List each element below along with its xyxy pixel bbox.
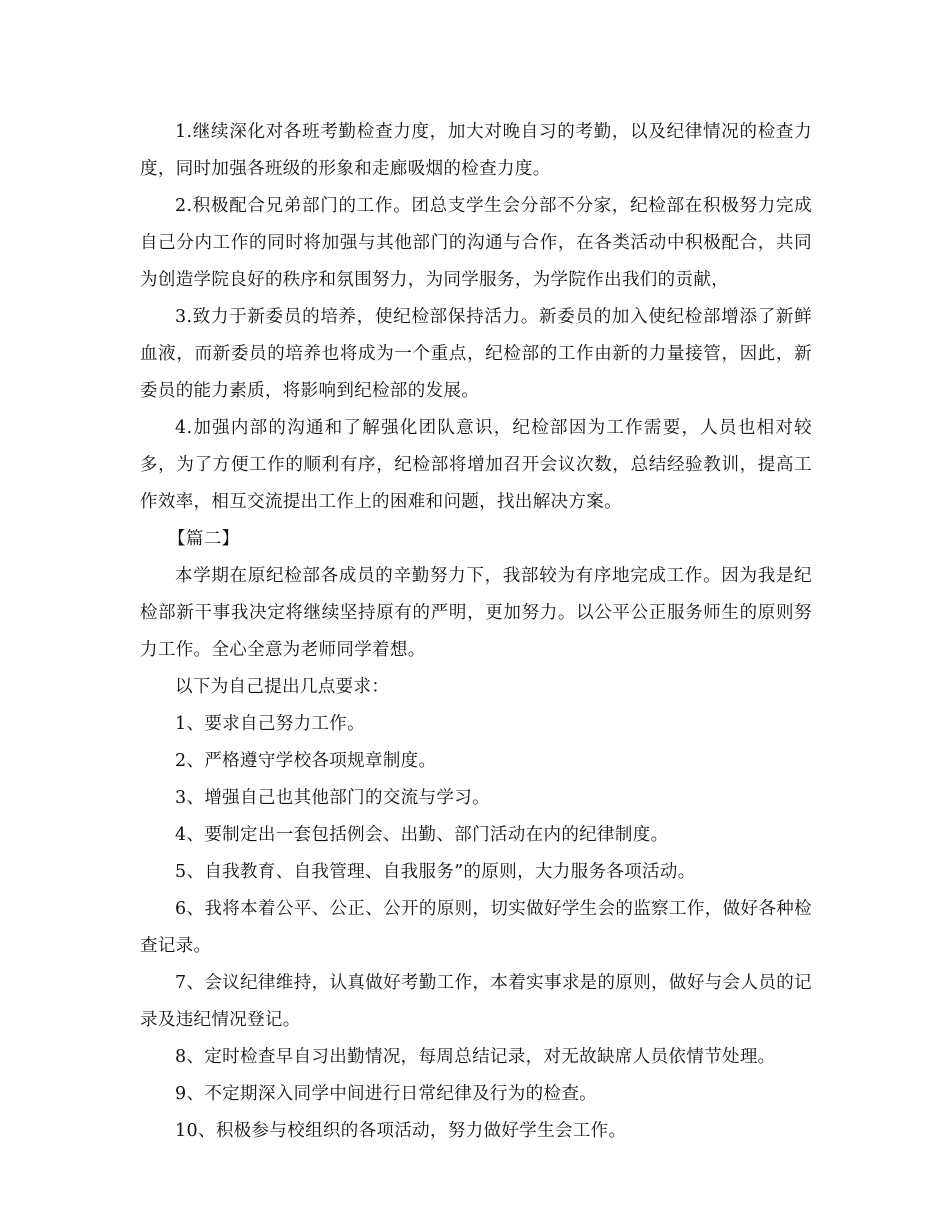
requirement-item: 7、会议纪律维持，认真做好考勤工作，本着实事求是的原则，做好与会人员的记录及违纪情况登记。 bbox=[140, 973, 812, 1030]
section-heading: 【篇二】 bbox=[168, 529, 240, 549]
requirement-item: 5、自我教育、自我管理、自我服务”的原则，大力服务各项活动。 bbox=[175, 862, 696, 882]
plan-item: 1.继续深化对各班考勤检查力度，加大对晚自习的考勤，以及纪律情况的检查力度，同时加强各班级的形象和走廊吸烟的检查力度。 bbox=[140, 122, 812, 179]
plan-item: 3.致力于新委员的培养，使纪检部保持活力。新委员的加入使纪检部增添了新鲜血液，而新委员的培养也将成为一个重点，纪检部的工作由新的力量接管，因此，新委员的能力素质，将影响到纪检部的发展。 bbox=[140, 307, 812, 401]
requirements-lead: 以下为自己提出几点要求： bbox=[175, 677, 390, 697]
requirement-item: 3、增强自己也其他部门的交流与学习。 bbox=[175, 788, 490, 808]
document-page bbox=[140, 114, 812, 1150]
intro-paragraph: 本学期在原纪检部各成员的辛勤努力下，我部较为有序地完成工作。因为我是纪检部新干事我决定将继续坚持原有的严明，更加努力。以公平公正服务师生的原则努力工作。全心全意为老师同学着想。 bbox=[140, 566, 812, 660]
requirement-item: 1、要求自己努力工作。 bbox=[175, 714, 365, 734]
requirement-item: 10、积极参与校组织的各项活动，努力做好学生会工作。 bbox=[175, 1121, 627, 1141]
plan-item: 2.积极配合兄弟部门的工作。团总支学生会分部不分家，纪检部在积极努力完成自己分内工作的同时将加强与其他部门的沟通与合作，在各类活动中积极配合，共同为创造学院良好的秩序和氛围努力，为同学服务，为学院作出我们的贡献， bbox=[140, 196, 812, 290]
plan-item: 4.加强内部的沟通和了解强化团队意识，纪检部因为工作需要，人员也相对较多，为了方便工作的顺利有序，纪检部将增加召开会议次数，总结经验教训，提高工作效率，相互交流提出工作上的困难和问题，找出解决方案。 bbox=[140, 418, 812, 512]
requirement-item: 9、不定期深入同学中间进行日常纪律及行为的检查。 bbox=[175, 1084, 598, 1104]
requirement-item: 6、我将本着公平、公正、公开的原则，切实做好学生会的监察工作，做好各种检查记录。 bbox=[140, 899, 812, 956]
requirement-item: 4、要制定出一套包括例会、出勤、部门活动在内的纪律制度。 bbox=[175, 825, 669, 845]
requirement-item: 8、定时检查早自习出勤情况，每周总结记录，对无故缺席人员依情节处理。 bbox=[175, 1047, 776, 1067]
requirement-item: 2、严格遵守学校各项规章制度。 bbox=[175, 751, 437, 771]
